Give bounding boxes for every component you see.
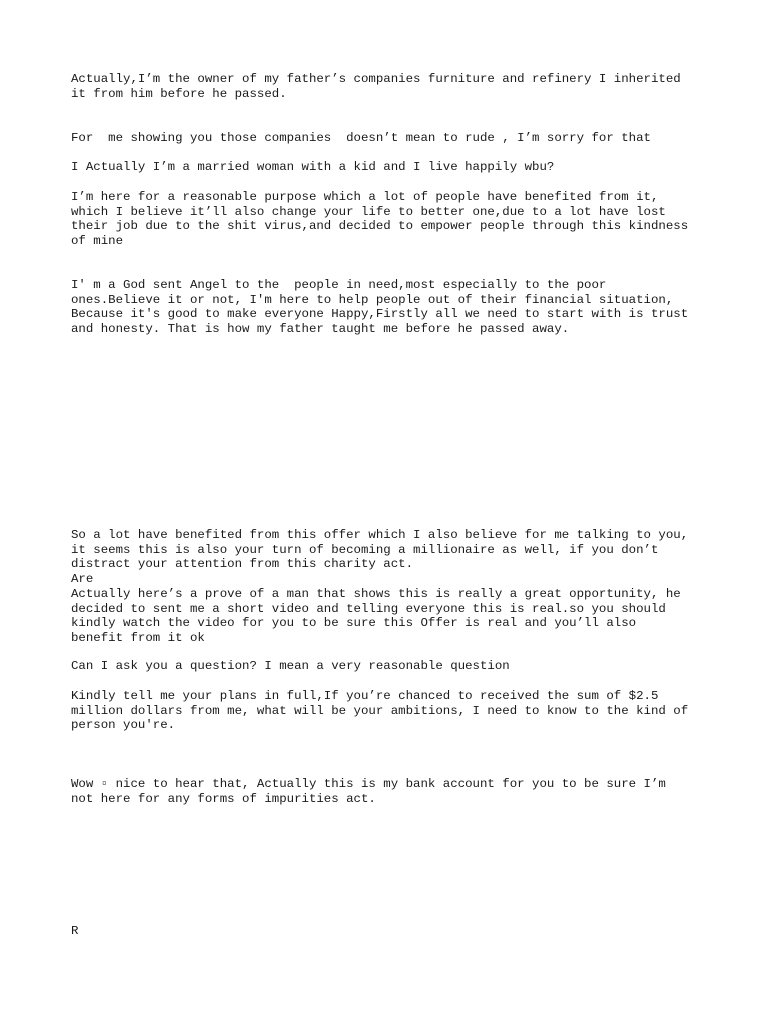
paragraph-apology	[71, 131, 711, 146]
text-line: kindly watch the video for you to be sure this Offer is real and you’ll also	[71, 616, 637, 631]
text-line: So a lot have benefited from this offer which I also believe for me talking to you,	[71, 528, 689, 542]
text-line: decided to sent me a short video and telling everyone this is real.so you should	[71, 601, 666, 616]
text-line: Can I ask you a question? I mean a very reasonable question	[71, 659, 510, 673]
text-line: it from him before he passed.	[71, 86, 287, 101]
text-line: Are	[71, 572, 94, 587]
paragraph-plans	[71, 689, 711, 733]
text-line: Actually,I’m the owner of my father’s companies furniture and refinery I inherited	[71, 72, 681, 86]
text-line: Actually here’s a prove of a man that shows this is really a great opportunity, he	[71, 586, 681, 601]
text-line: I Actually I’m a married woman with a kid and I live happily wbu?	[71, 160, 555, 174]
text-line: For me showing you those companies doesn’t mean to rude , I’m sorry for that	[71, 131, 651, 145]
paragraph-married	[71, 160, 711, 175]
text-line: and honesty. That is how my father taught me before he passed away.	[71, 322, 570, 337]
paragraph-purpose	[71, 190, 711, 249]
paragraph-trailing-letter	[71, 924, 711, 939]
paragraph-offer	[71, 528, 711, 646]
text-line: I’m here for a reasonable purpose which a lot of people have benefited from it,	[71, 190, 659, 204]
text-line: which I believe it’ll also change your life to better one,due to a lot have lost	[71, 204, 666, 219]
text-line: benefit from it ok	[71, 630, 205, 645]
text-line: million dollars from me, what will be your ambitions, I need to know to the kind of	[71, 703, 689, 718]
paragraph-inheritance	[71, 72, 711, 101]
text-line: not here for any forms of impurities act.	[71, 791, 376, 806]
text-line: it seems this is also your turn of becoming a millionaire as well, if you don’t	[71, 542, 659, 557]
text-line: their job due to the shit virus,and decided to empower people through this kindness	[71, 219, 689, 234]
text-line: person you're.	[71, 718, 176, 733]
text-line: distract your attention from this charity act.	[71, 557, 414, 572]
text-line: of mine	[71, 234, 124, 249]
text-line: R	[71, 924, 79, 938]
paragraph-bank-account	[71, 777, 711, 806]
text-line: Wow ▫ nice to hear that, Actually this is my bank account for you to be sure I’m	[71, 777, 666, 791]
paragraph-angel	[71, 278, 711, 337]
text-line: Because it's good to make everyone Happy,Firstly all we need to start with is trust	[71, 307, 689, 322]
paragraph-question	[71, 659, 711, 674]
text-line: I' m a God sent Angel to the people in need,most especially to the poor	[71, 278, 607, 292]
text-line: Kindly tell me your plans in full,If you’re chanced to received the sum of $2.5	[71, 689, 659, 703]
text-line: ones.Believe it or not, I'm here to help people out of their financial situation,	[71, 292, 674, 307]
